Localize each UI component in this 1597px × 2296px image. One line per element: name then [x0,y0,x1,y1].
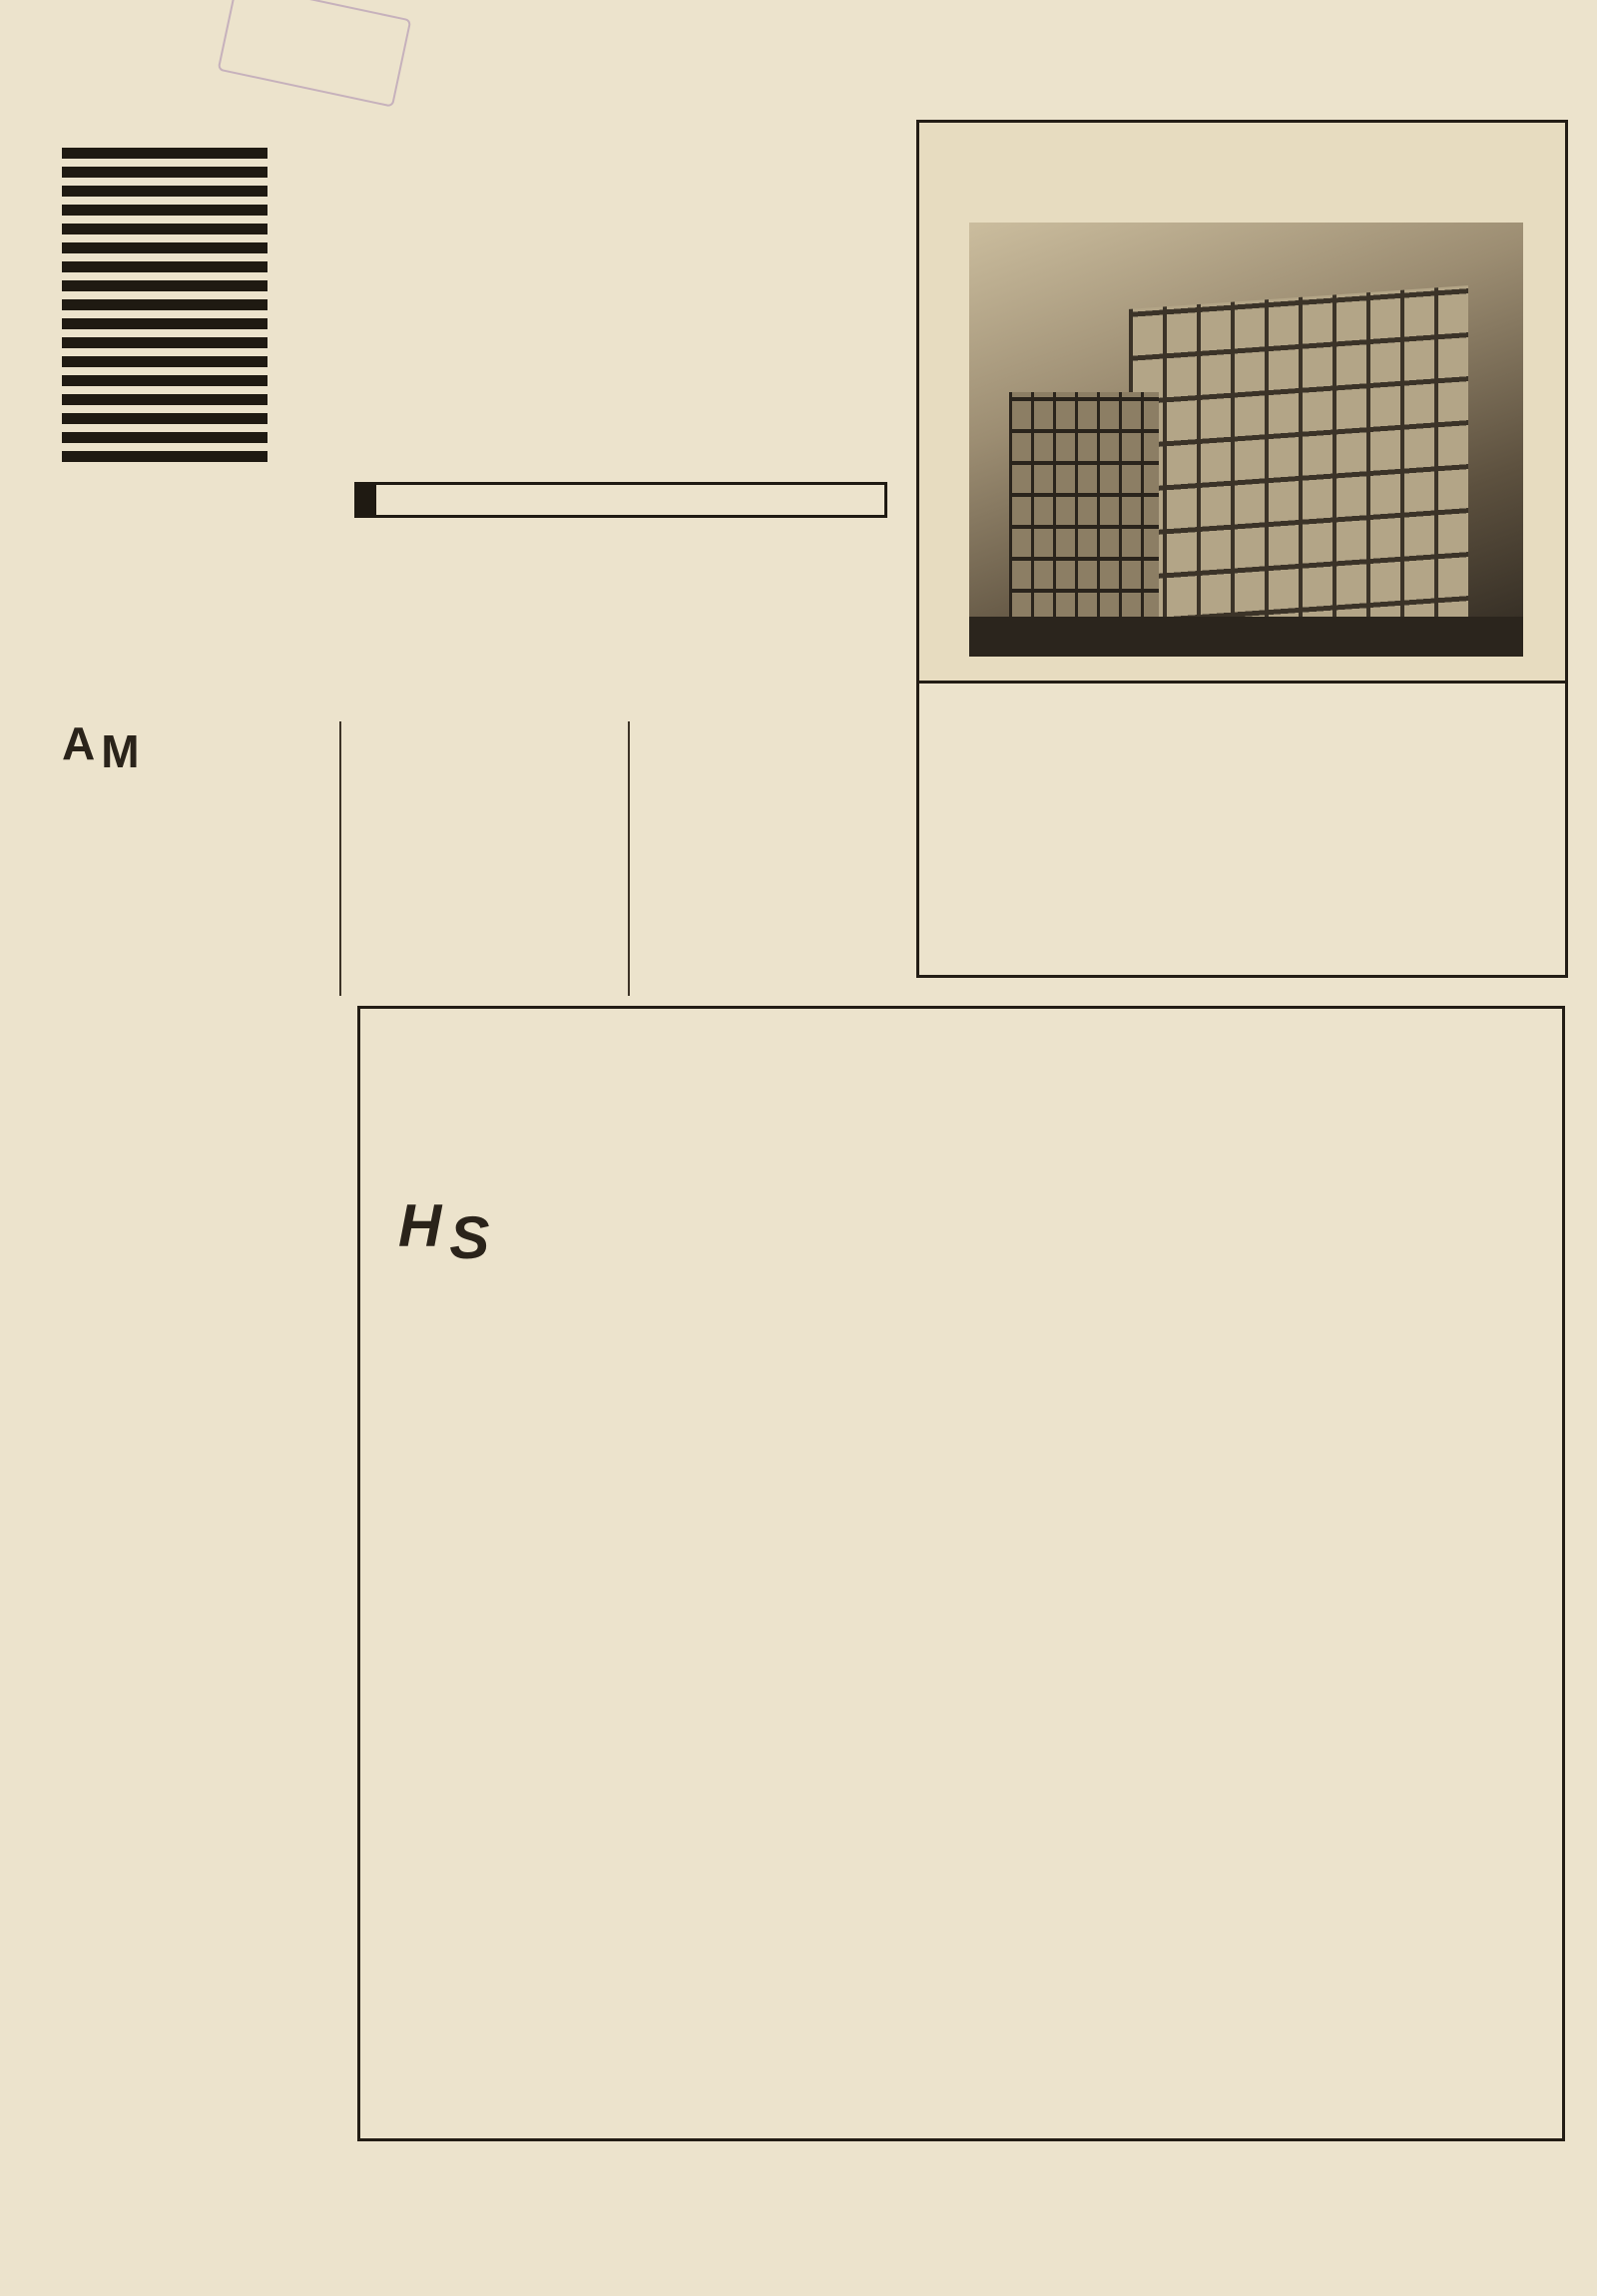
napjaink-vilaga-box [357,1006,1565,2141]
photo-caption-box [916,684,1568,978]
photo-box [916,120,1568,684]
masthead-stripes [62,148,267,492]
article-column-2 [347,721,619,996]
article-column-3 [639,721,910,996]
issue-line [354,482,887,518]
napjaink-left-column: H S [398,1198,490,1271]
library-stamp [218,0,412,108]
napjaink-right-column [942,1198,1536,2126]
article-column-1: A M [62,721,140,777]
building-photo [969,223,1523,657]
